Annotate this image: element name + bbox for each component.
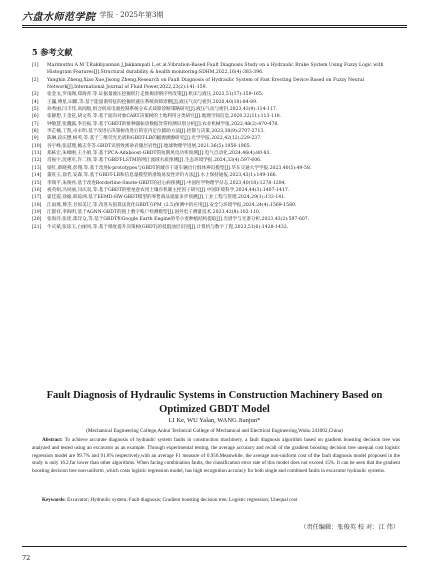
reference-text: 谷宇峰,张道理,鲍志冬等.GBDT识别致密砂岩储层岩性[J].地球物理学进展,2021,36(5):1956-1965. [47, 143, 251, 149]
reference-text: 张海洋,张瑶,邵洋众,等.基于GBDT和Google Earth Engine的冬小麦种植结构提取[J].光谱学与光谱分析,2023,43(2):597-607. [47, 217, 310, 223]
reference-item [32, 202, 402, 209]
abstract [32, 437, 400, 476]
english-title: Fault Diagnosis of Hydraulic Systems in Construction Machinery Based on Optimized GBDT Model [46, 390, 383, 415]
reference-item [32, 180, 402, 187]
reference-text: 钟敏慧,张魏露,李启振,等.基于GBDT的排种器振动数据异常检测识别分析[J].农业机械学报,2022,48(2):470-478. [47, 121, 279, 127]
reference-number: [16] [32, 187, 42, 193]
reference-text: 霍佳霞,徐偷,韩琼洲.基于EEMD-HW-GBDT模型的零售商品销量多步预测[J].工业工程与管理,2024,29(1):133-141. [47, 195, 286, 201]
reference-item [32, 91, 402, 98]
reference-item [32, 62, 402, 77]
reference-item [32, 165, 402, 172]
reference-text: 郑栋宏,朱峰刚,王小娟,等.基于PCA-Adaboost-GBDT的短期风电功率预测[J].电气自动化,2024,46(4):80-83. [47, 151, 271, 157]
reference-item [32, 77, 402, 92]
reference-item [32, 224, 402, 231]
reference-text: 董旺玉,徐若,安森,等.基于GBDT-LR和信息量模型的滑坡易发性评价方法[J].水土保持通报,2023,43(1):149-166. [47, 173, 278, 179]
affiliation: (Mechanical Engineering College,Anhui Technical College of Mechanical and Electrical Engineering,Wuhu 241002,China) [86, 428, 343, 434]
reference-list [32, 62, 402, 231]
reference-text: Marimuthu A M T,Rakkiyannan J,Jakkampati L,et al.Vibration-Based Fault Diagnosis Study on a Hydraulic Brake System Using Fuzzy Logic with Histogram Features[J].Structural durability & health monitoring:SDHM,2022,16(4):383-396. [47, 63, 384, 76]
reference-text: 李芷楠,丁凯,卓永明.基于改进后决策树改进后的室内定位辅助方法[J].控制与决策,2023,38(9):2707-2713. [47, 129, 265, 135]
reference-item [32, 99, 402, 106]
reference-number: [13] [32, 165, 42, 171]
reference-text: 张静想,王金花,胡文英.等.基于面向对象CART决策树的土地利用分类研究[J].地理空间信息,2020,22(11):113-118. [47, 114, 282, 120]
reference-number: [9] [32, 136, 39, 142]
abstract-label: Abstract: [42, 437, 63, 443]
editor-note: （责任编辑：张俊英 校 对：江 伟） [300, 524, 399, 531]
reference-number: [10] [32, 143, 42, 149]
reference-number: [1] [32, 63, 39, 68]
keywords-label: Keywords: [42, 497, 66, 503]
header-rule-thin [22, 27, 407, 28]
journal-header [22, 6, 407, 24]
reference-text: 牛庆斌,张琼玉,白丽凤,等.基于梯度提升决策树(GBDT)的低阻油层识别[J].计算机与数字工程,2023,51(6):1428-1432. [47, 224, 289, 230]
keywords [32, 497, 400, 505]
reference-number: [20] [32, 217, 42, 223]
reference-number: [6] [32, 114, 39, 120]
reference-number: [14] [32, 173, 42, 179]
reference-number: [18] [32, 202, 42, 208]
reference-number: [19] [32, 209, 42, 215]
reference-text: 王巍,傅星,田麒,等.基于能量谱特征的挖掘机液压系统故障诊断[J].液压气动与密封,2020,40(10):84-89. [47, 99, 258, 105]
reference-number: [12] [32, 158, 42, 164]
keywords-text: Excavator; Hydraulic system; Fault diagnosis; Gradient boosting decision tree; Logistic regression; Unequal cost [67, 497, 298, 503]
reference-number: [2] [32, 77, 39, 83]
reference-item [32, 150, 402, 157]
footer-rule [22, 546, 407, 547]
reference-text: 孙秀丽,闫丰伟,高闻航,组合机床电液控制系统分布式故障诊断策略研究[J].液压气动与密封,2023,43(9):114-117. [47, 107, 278, 113]
reference-number: [11] [32, 151, 42, 157]
reference-text: 江雨燕,傅杰,甘如美辽,等.改进灰狼算法优化GBDT在PM_(2.5)预测中的应用[J].安全与环境学报,2024,24(4):1569-1580. [47, 202, 297, 208]
reference-item [32, 157, 402, 164]
journal-issue: 学报 · 2025年第3期 [99, 11, 164, 19]
reference-text: 张金戈,罗南阁,郑海青.等.证据量液压挖掘机行走推揭诊断序列改策[J].机床与液压,2023,51(17):159-165. [47, 92, 264, 98]
reference-number: [4] [32, 99, 39, 105]
reference-number: [3] [32, 92, 39, 98]
reference-item [32, 121, 402, 128]
reference-text: 李瑞平,朱俊亮.基于改进Borderline-Smote-GBDT的冠心病预测[J].中国医学物理学杂志,2023,40(10):1278-1284. [47, 180, 287, 186]
reference-number: [7] [32, 121, 39, 127]
reference-text: 祝英娟,冯同丽,闫庆双,等.基于GBDT的壁垒意农用土壤有机碳主控因子研究[J].中国环境科学,2024,44(3):1407-1417. [47, 187, 290, 193]
reference-item [32, 194, 402, 201]
authors: LI Ke, WU Yalan, WANG Jianjun* [168, 417, 261, 424]
reference-text: 陈琳,段庆懋,杨英,等.基于三维荧光光谱和GBDT-LR的幅源溯源研究[J].光学学报,2022,42(12):229-237. [47, 136, 262, 142]
reference-number: [17] [32, 195, 42, 201]
reference-text: 江群祥,李海明,基于AGNN-GBDT的链上数字账户检测模型[J].国外电子测量技术,2023,42(8):102-110. [47, 209, 261, 215]
reference-number: [21] [32, 224, 42, 230]
reference-text: Yanghin Zheng,Xiao Xue,Jisong Zheng,Research on Fault Diagnosis of Hydraulic System of Fast Erecting Device Based on Fuzzy Neural Network[J].International Journal of Fluid Power,2022,23(2):141-159. [47, 77, 365, 91]
references-heading: 5 参考文献 [32, 47, 73, 57]
reference-item [32, 209, 402, 216]
reference-number: [15] [32, 180, 42, 186]
reference-item [32, 106, 402, 113]
reference-item [32, 135, 402, 142]
reference-number: [5] [32, 107, 39, 113]
page-number: 72 [22, 554, 31, 562]
reference-item [32, 113, 402, 120]
reference-text: 梁红,蔡晓燕,彭翔,等.基于改进k-prototypes与GBDT的城市干道车辆出行群体辨识模型[J].华东交通大学学报,2023,40(5):49-58. [47, 165, 312, 171]
reference-number: [8] [32, 129, 39, 135]
reference-item [32, 143, 402, 150]
reference-item [32, 216, 402, 223]
reference-item [32, 128, 402, 135]
reference-item [32, 172, 402, 179]
reference-text: 肖振宇,沈惠军,许二扬,等.基于GBDT-LSTM的网江流域水质预测[J].生态环境学报,2024,33(4):597-606. [47, 158, 262, 164]
journal-logo: 六盘水师范学院 [22, 11, 96, 23]
header-rule [22, 25, 407, 26]
reference-item [32, 187, 402, 194]
abstract-text: To achieve accurate diagnosis of hydraulic system faults in construction machinery, a fault diagnosis algorithm based on gradient boosting decision tree was analyzed and tested using an excavator as an example. Through experimental testing, the average accuracy and recall of the gradient boosting decision tree unequal cost logistic regression model are 99.7% and 91.8% respectively,with an average F1 measure of 0.956.Meanwhile, the average non-uniform cost of the fault diagnosis model proposed in the study is only 16.2,far lower than other algorithms. When facing combination faults, the classification error rate of this model does not exceed 15%. It can be seen that the gradient boosting decision tree non-uniform ,which costs logistic regression model, has high recognition accuracy for both single and combined faults in excavator hydraulic systems. [32, 437, 401, 475]
